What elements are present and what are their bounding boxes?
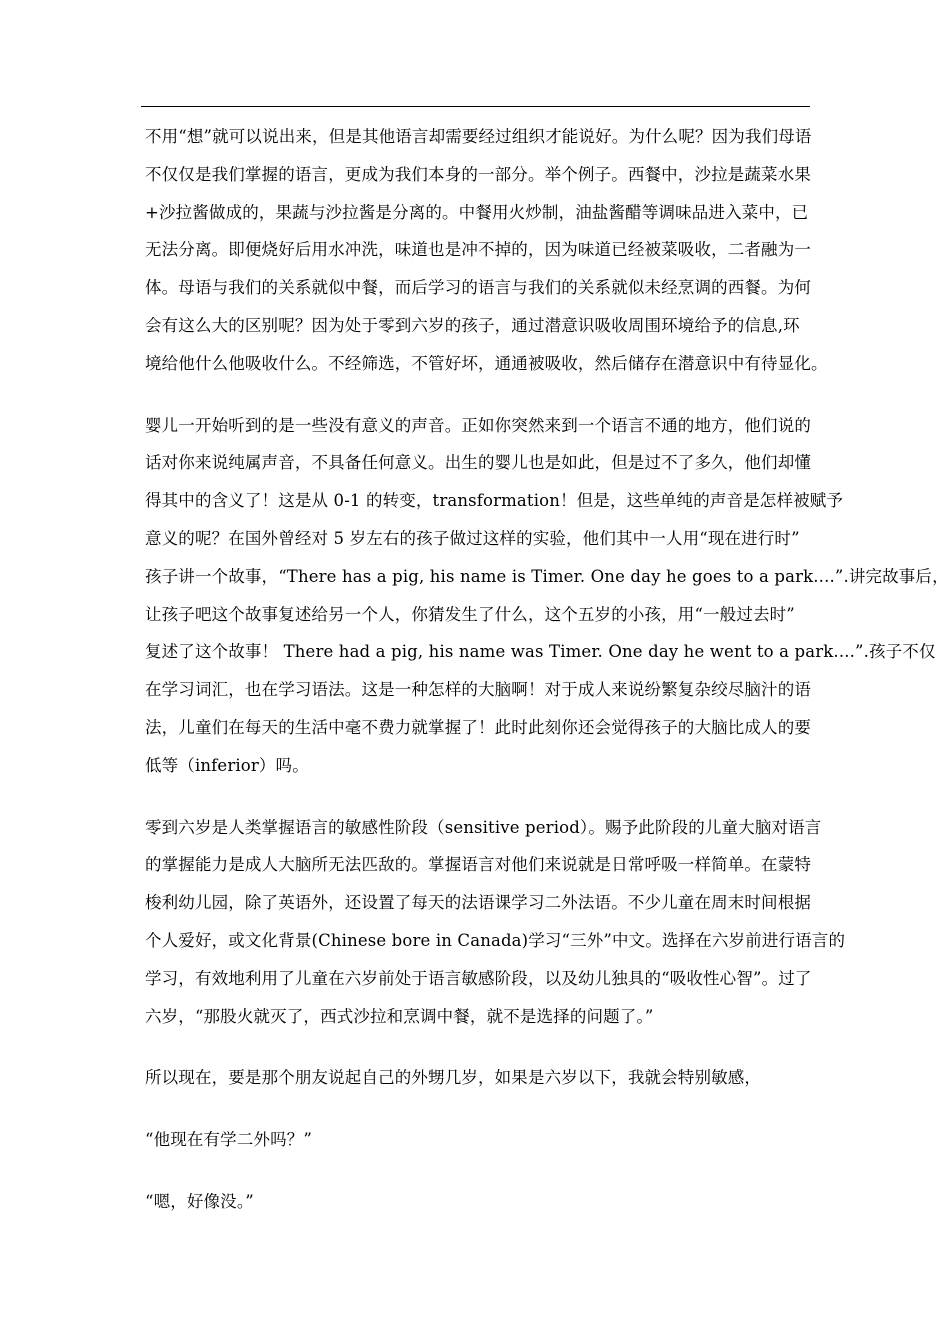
text-line: 不仅仅是我们掌握的语言，更成为我们本身的一部分。举个例子。西餐中，沙拉是蔬菜水果 [145,164,811,184]
text-line: 零到六岁是人类掌握语言的敏感性阶段（sensitive period）。赐予此阶段的儿童大脑对语言 [145,817,822,837]
paragraph-sensitive-period [145,809,846,1036]
paragraph-gap [145,383,815,407]
text-line: 境给他什么他吸收什么。不经筛选，不管好坏，通通被吸收，然后储存在潜意识中有待显化。 [145,353,828,373]
text-line: 低等（inferior）吗。 [145,755,309,775]
header-rule [141,106,810,107]
text-line: 无法分离。即便烧好后用水冲洗，味道也是冲不掉的，因为味道已经被菜吸收，二者融为一 [145,240,811,260]
text-line: 会有这么大的区别呢？因为处于零到六岁的孩子，通过潜意识吸收周围环境给予的信息,环 [145,315,800,335]
text-line: 孩子讲一个故事，“There has a pig, his name is Timer. One day he goes to a park....”.讲完故事后， [145,566,949,586]
text-line: 体。母语与我们的关系就似中餐，而后学习的语言与我们的关系就似未经烹调的西餐。为何 [145,278,811,298]
text-line: 得其中的含义了！这是从 0-1 的转变，transformation！但是，这些单纯的声音是怎样被赋予 [145,491,844,511]
paragraph-dialogue-question [145,1121,815,1159]
text-line: 在学习词汇，也在学习语法。这是一种怎样的大脑啊！对于成人来说纷繁复杂绞尽脑汁的语 [145,680,811,700]
text-line: 让孩子吧这个故事复述给另一个人，你猜发生了什么，这个五岁的小孩，用“一般过去时” [145,604,795,624]
text-line: 所以现在，要是那个朋友说起自己的外甥几岁，如果是六岁以下，我就会特别敏感， [145,1068,762,1088]
paragraph-gap [145,1035,815,1059]
text-line: 话对你来说纯属声音，不具备任何意义。出生的婴儿也是如此，但是过不了多久，他们却懂 [145,453,811,473]
text-line: 不用“想”就可以说出来，但是其他语言却需要经过组织才能说好。为什么呢？因为我们母语 [145,127,812,146]
paragraph-gap [145,785,815,809]
text-line: 婴儿一开始听到的是一些没有意义的声音。正如你突然来到一个语言不通的地方，他们说的 [145,415,811,435]
text-line: “他现在有学二外吗？” [145,1130,313,1150]
text-line: 的掌握能力是成人大脑所无法匹敌的。掌握语言对他们来说就是日常呼吸一样简单。在蒙特 [145,855,811,875]
text-line: 个人爱好，或文化背景(Chinese bore in Canada)学习“三外”中文。选择在六岁前进行语言的 [145,930,846,950]
paragraph-friend-nephew [145,1059,815,1097]
text-line: +沙拉酱做成的，果蔬与沙拉酱是分离的。中餐用火炒制，油盐酱醋等调味品进入菜中，已 [145,202,809,222]
paragraph-dialogue-answer [145,1183,815,1221]
paragraph-mother-tongue [145,118,828,383]
paragraph-gap [145,1097,815,1121]
text-line: 意义的呢？在国外曾经对 5 岁左右的孩子做过这样的实验，他们其中一人用“现在进行时” [145,528,800,548]
text-line: “嗯，好像没。” [145,1191,254,1211]
text-line: 复述了这个故事！ There had a pig, his name was Timer. One day he went to a park....”.孩子不仅 [145,642,936,662]
text-line: 学习，有效地利用了儿童在六岁前处于语言敏感阶段，以及幼儿独具的“吸收性心智”。过了 [145,968,812,988]
paragraph-infant-language [145,407,949,785]
paragraph-gap [145,1159,815,1183]
text-line: 法，儿童们在每天的生活中毫不费力就掌握了！此时此刻你还会觉得孩子的大脑比成人的要 [145,717,811,737]
document-body [145,118,949,1221]
text-line: 梭利幼儿园，除了英语外，还设置了每天的法语课学习二外法语。不少儿童在周末时间根据 [145,893,811,913]
text-line: 六岁，“那股火就灭了，西式沙拉和烹调中餐，就不是选择的问题了。” [145,1006,654,1026]
